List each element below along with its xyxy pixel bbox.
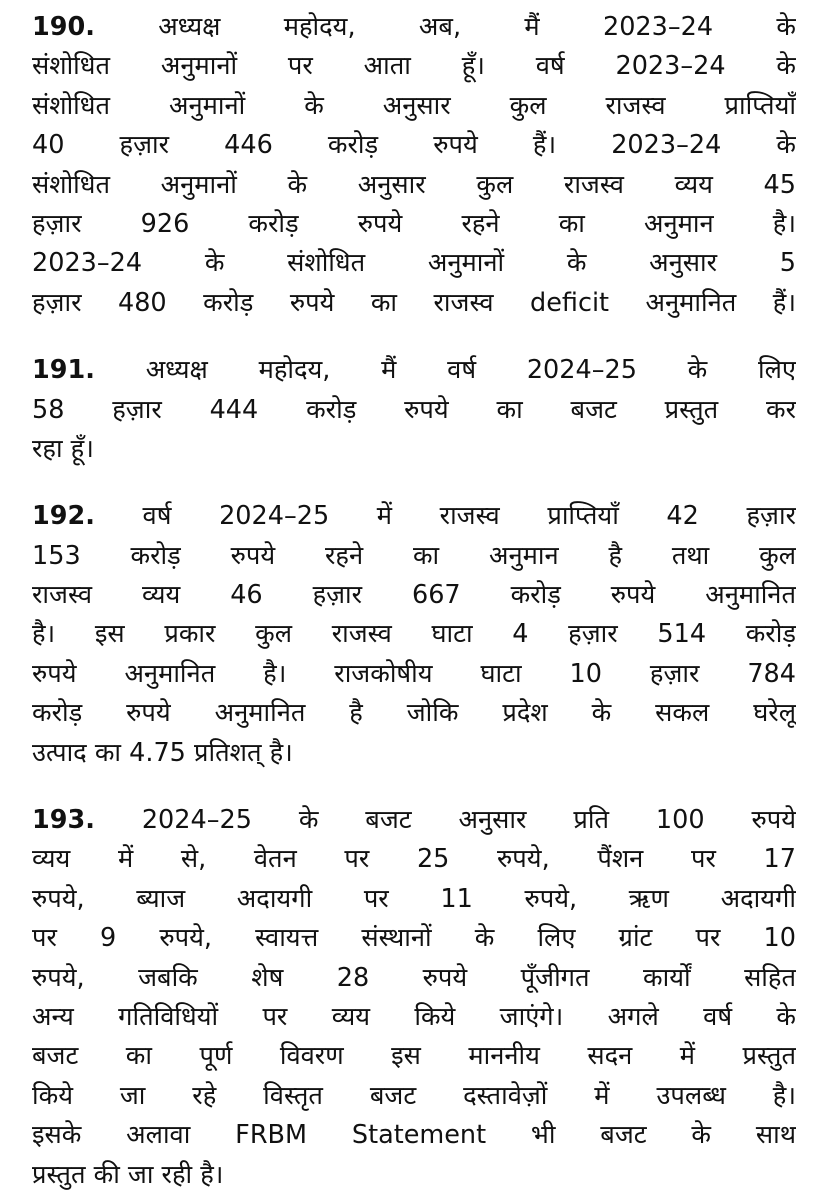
- para-line: संशोधित अनुमानों पर आता हूँ। वर्ष 2023–24 के: [32, 51, 796, 82]
- paragraph-192: [32, 497, 796, 773]
- para-line: रहा हूँ।: [32, 433, 94, 464]
- para-line: हज़ार 480 करोड़ रुपये का राजस्व deficit अनुमानित हैं।: [32, 287, 796, 318]
- para-line: करोड़ रुपये अनुमानित है जोकि प्रदेश के सकल घरेलू: [32, 698, 796, 729]
- para-line: 40 हज़ार 446 करोड़ रुपये हैं। 2023–24 के: [32, 130, 796, 161]
- para-line: 58 हज़ार 444 करोड़ रुपये का बजट प्रस्तुत कर: [32, 394, 796, 425]
- paragraph-number: 191.: [32, 355, 95, 386]
- para-line: है। इस प्रकार कुल राजस्व घाटा 4 हज़ार 514 करोड़: [32, 619, 796, 650]
- para-line: हज़ार 926 करोड़ रुपये रहने का अनुमान है।: [32, 208, 796, 239]
- para-line: 153 करोड़ रुपये रहने का अनुमान है तथा कुल: [32, 540, 796, 571]
- paragraph-191: [32, 351, 796, 469]
- para-line-text: अध्यक्ष महोदय, अब, मैं 2023–24 के: [158, 12, 796, 42]
- paragraph-number: 193.: [32, 805, 95, 836]
- para-line: अन्य गतिविधियों पर व्यय किये जाएंगे। अगले वर्ष के: [32, 1001, 796, 1032]
- para-line: पर 9 रुपये, स्वायत्त संस्थानों के लिए ग्रांट पर 10: [32, 923, 796, 954]
- para-line-text: अध्यक्ष महोदय, मैं वर्ष 2024–25 के लिए: [145, 355, 796, 386]
- para-line: व्यय में से, वेतन पर 25 रुपये, पैंशन पर 17: [32, 844, 796, 875]
- budget-speech-page: [32, 8, 796, 1195]
- para-line: [32, 351, 796, 390]
- para-line: [32, 801, 796, 840]
- paragraph-193: [32, 801, 796, 1195]
- para-line: संशोधित अनुमानों के अनुसार कुल राजस्व व्यय 45: [32, 169, 796, 200]
- paragraph-number: 190.: [32, 12, 95, 42]
- para-line-text: 2024–25 के बजट अनुसार प्रति 100 रुपये: [141, 805, 796, 836]
- paragraph-190: [32, 8, 796, 323]
- para-line: इसके अलावा FRBM Statement भी बजट के साथ: [32, 1120, 796, 1151]
- para-line: [32, 497, 796, 536]
- para-line: [32, 8, 796, 47]
- para-line: बजट का पूर्ण विवरण इस माननीय सदन में प्रस्तुत: [32, 1041, 796, 1072]
- para-line: रुपये, ब्याज अदायगी पर 11 रुपये, ऋण अदायगी: [32, 883, 796, 914]
- para-line: 2023–24 के संशोधित अनुमानों के अनुसार 5: [32, 248, 796, 279]
- para-line: प्रस्तुत की जा रही है।: [32, 1159, 224, 1190]
- para-line: किये जा रहे विस्तृत बजट दस्तावेज़ों में उपलब्ध है।: [32, 1080, 796, 1111]
- para-line: उत्पाद का 4.75 प्रतिशत् है।: [32, 737, 293, 768]
- para-line: रुपये अनुमानित है। राजकोषीय घाटा 10 हज़ार 784: [32, 658, 796, 689]
- para-line: रुपये, जबकि शेष 28 रुपये पूँजीगत कार्यों सहित: [32, 962, 796, 993]
- para-line-text: वर्ष 2024–25 में राजस्व प्राप्तियाँ 42 हज़ार: [142, 501, 796, 532]
- para-line: राजस्व व्यय 46 हज़ार 667 करोड़ रुपये अनुमानित: [32, 580, 796, 611]
- para-line: संशोधित अनुमानों के अनुसार कुल राजस्व प्राप्तियाँ: [32, 90, 796, 121]
- paragraph-number: 192.: [32, 501, 95, 532]
